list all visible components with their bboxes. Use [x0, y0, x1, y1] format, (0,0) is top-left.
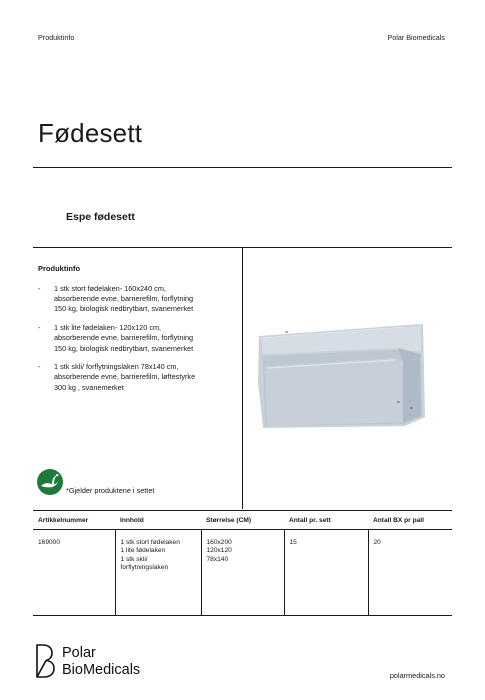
- polar-biomedicals-logo-icon: [34, 643, 56, 679]
- size-cell: 160x200 120x120 78x140: [201, 530, 284, 616]
- per-set-cell: 15: [284, 530, 368, 616]
- spec-table: [33, 510, 452, 616]
- swan-ecolabel-icon: [36, 468, 64, 496]
- ecolabel-note: *Gjelder produktene i settet: [66, 486, 155, 495]
- content-cell: 1 stk stort fødelaken 1 lite fødelaken 1 stk skli/ forflytningslaken: [115, 530, 201, 616]
- bullet-item: - 1 stk skli/ forflytningslaken 78x140 cm, absorberende evne, barrierefilm, løftestyrke 300 kg , svanemerket: [38, 362, 196, 392]
- brand-wordmark: Polar BioMedicals: [62, 645, 141, 678]
- column-header: Artikkelnummer: [33, 511, 115, 530]
- article-number-cell: 169000: [33, 530, 115, 616]
- page-title: Fødesett: [38, 118, 143, 148]
- per-pallet-cell: 20: [368, 530, 452, 616]
- title-divider: [33, 167, 452, 168]
- product-subtitle: Espe fødesett: [66, 211, 135, 223]
- column-header: Antall BX pr pall: [368, 511, 452, 530]
- bullet-item: - 1 stk stort fødelaken- 160x240 cm, absorberende evne, barrierefilm, forflytning 150 kg, biologisk nedbrytbart, svanemerket: [38, 284, 194, 314]
- product-image: [255, 322, 427, 428]
- header-right: Polar Biomedicals: [387, 33, 445, 42]
- column-header: Antall pr. sett: [284, 511, 368, 530]
- header-left: Produktinfo: [38, 33, 75, 42]
- bullet-item: - 1 stk lite fødelaken- 120x120 cm, absorberende evne, barrierefilm, forflytning 150 kg, biologisk nedbrytbart, svanemerket: [38, 323, 194, 353]
- table-header-row: [33, 511, 452, 530]
- info-heading: Produktinfo: [38, 264, 81, 273]
- column-divider: [242, 248, 243, 509]
- product-bullet-list: [38, 284, 238, 401]
- column-header: Størrelse (CM): [201, 511, 284, 530]
- table-row: [33, 530, 452, 616]
- column-header: Innhold: [115, 511, 201, 530]
- website-link[interactable]: polarmedicals.no: [389, 671, 445, 680]
